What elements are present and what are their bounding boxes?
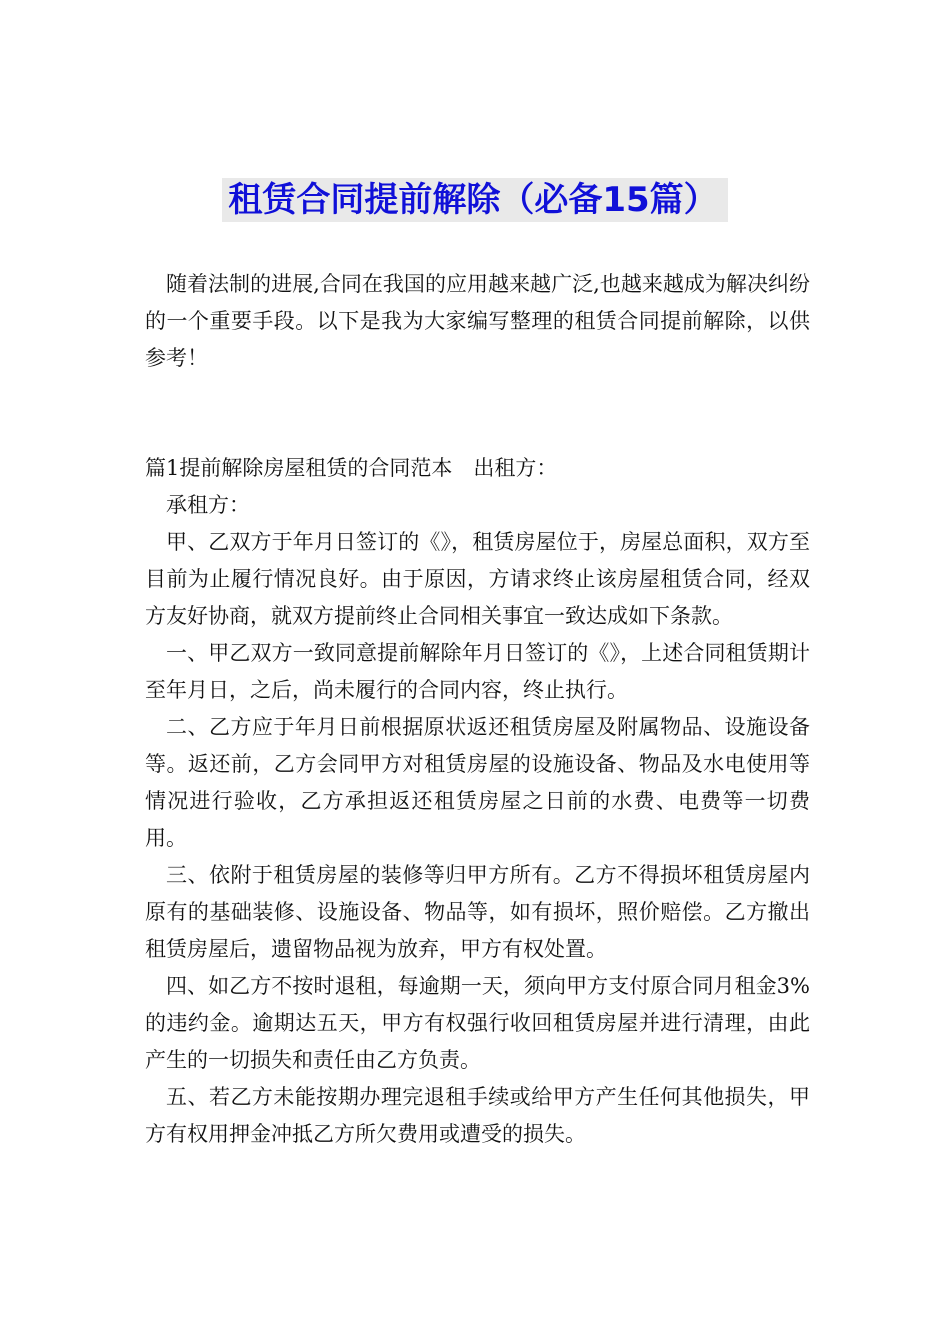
- document-title: 租赁合同提前解除（必备15篇）: [222, 178, 727, 222]
- clause-5: 五、若乙方未能按期办理完退租手续或给甲方产生任何其他损失，甲方有权用押金冲抵乙方所欠费用或遭受的损失。: [145, 1085, 810, 1146]
- clause-3: 三、依附于租赁房屋的装修等归甲方所有。乙方不得损坏租赁房屋内原有的基础装修、设施设备、物品等，如有损坏，照价赔偿。乙方撤出租赁房屋后，遗留物品视为放弃，甲方有权处置。: [145, 863, 810, 961]
- paragraph-preamble: 甲、乙双方于年月日签订的《》，租赁房屋位于，房屋总面积，双方至目前为止履行情况良好。由于原因，方请求终止该房屋租赁合同，经双方友好协商，就双方提前终止合同相关事宜一致达成如下条款。: [145, 530, 810, 628]
- title-container: [0, 178, 950, 222]
- clause-2: 二、乙方应于年月日前根据原状返还租赁房屋及附属物品、设施设备等。返还前，乙方会同甲方对租赁房屋的设施设备、物品及水电使用等情况进行验收，乙方承担返还租赁房屋之日前的水费、电费等一切费用。: [145, 715, 810, 850]
- clause-1: 一、甲乙双方一致同意提前解除年月日签订的《》，上述合同租赁期计至年月日，之后，尚未履行的合同内容，终止执行。: [145, 641, 810, 702]
- section-heading: 篇1提前解除房屋租赁的合同范本 出租方：: [145, 456, 558, 480]
- clause-4: 四、如乙方不按时退租，每逾期一天，须向甲方支付原合同月租金3%的违约金。逾期达五天，甲方有权强行收回租赁房屋并进行清理，由此产生的一切损失和责任由乙方负责。: [145, 974, 810, 1072]
- intro-paragraph: 随着法制的进展,合同在我国的应用越来越广泛,也越来越成为解决纠纷的一个重要手段。以下是我为大家编写整理的租赁合同提前解除，以供参考！: [145, 272, 810, 370]
- section-1: [145, 450, 810, 1153]
- intro-block: [145, 266, 810, 377]
- paragraph-tenant: 承租方：: [166, 493, 250, 517]
